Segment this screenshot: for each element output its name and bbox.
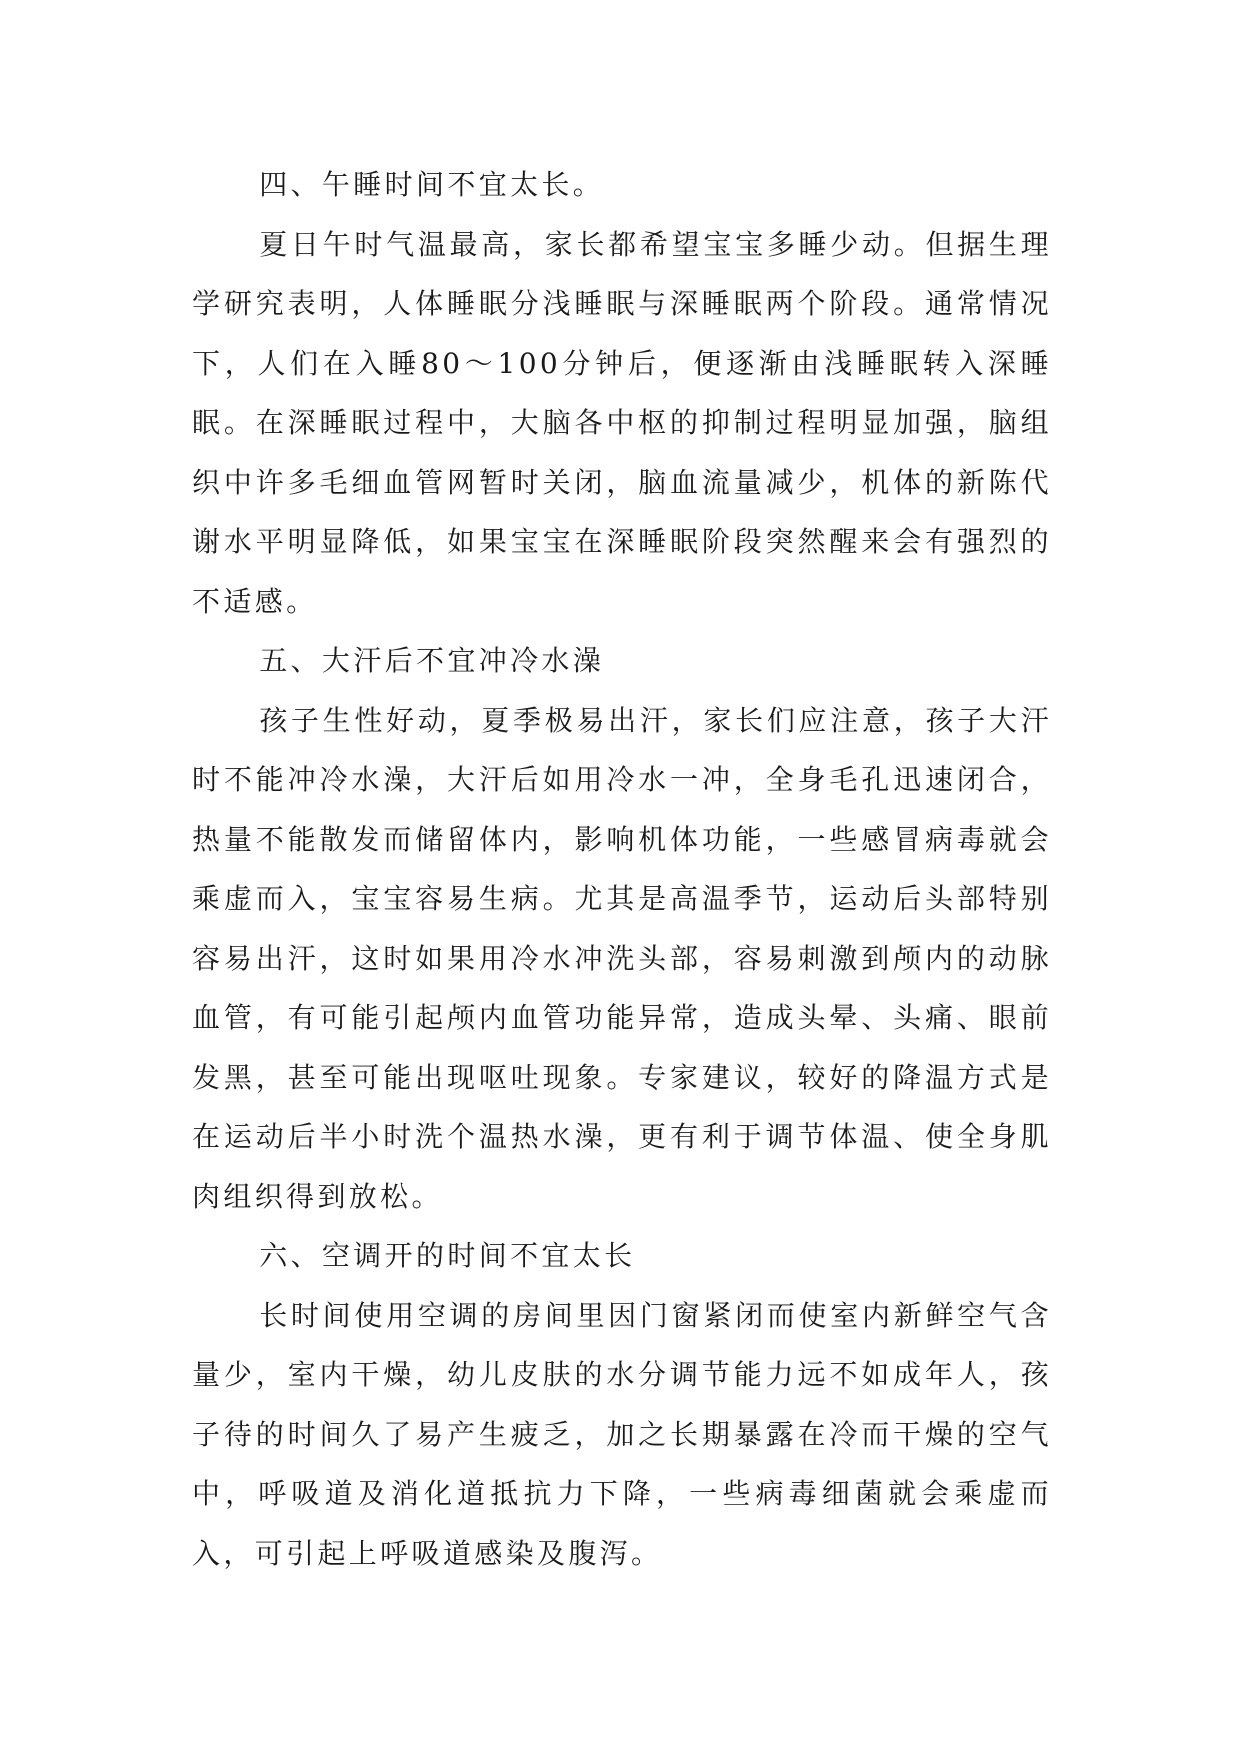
document-page — [192, 155, 1052, 1583]
section-paragraph-cold-shower: 孩子生性好动，夏季极易出汗，家长们应注意，孩子大汗时不能冲冷水澡，大汗后如用冷水一冲，全身毛孔迅速闭合，热量不能散发而储留体内，影响机体功能，一些感冒病毒就会乘虚而入，宝宝容易生病。尤其是高温季节，运动后头部特别容易出汗，这时如果用冷水冲洗头部，容易刺激到颅内的动脉血管，有可能引起颅内血管功能异常，造成头晕、头痛、眼前发黑，甚至可能出现呕吐现象。专家建议，较好的降温方式是在运动后半小时洗个温热水澡，更有利于调节体温、使全身肌肉组织得到放松。 — [192, 703, 1052, 1213]
section-paragraph-air-conditioning: 长时间使用空调的房间里因门窗紧闭而使室内新鲜空气含量少，室内干燥，幼儿皮肤的水分调节能力远不如成年人，孩子待的时间久了易产生疲乏，加之长期暴露在冷而干燥的空气中，呼吸道及消化道抵抗力下降，一些病毒细菌就会乘虚而入，可引起上呼吸道感染及腹泻。 — [192, 1298, 1052, 1570]
section-paragraph-nap: 夏日午时气温最高，家长都希望宝宝多睡少动。但据生理学研究表明，人体睡眠分浅睡眠与深睡眠两个阶段。通常情况下，人们在入睡80～100分钟后，便逐渐由浅睡眠转入深睡眠。在深睡眠过程中，大脑各中枢的抑制过程明显加强，脑组织中许多毛细血管网暂时关闭，脑血流量减少，机体的新陈代谢水平明显降低，如果宝宝在深睡眠阶段突然醒来会有强烈的不适感。 — [192, 227, 1052, 618]
section-heading-cold-shower: 五、大汗后不宜冲冷水澡 — [259, 644, 605, 677]
section-heading-air-conditioning: 六、空调开的时间不宜太长 — [259, 1239, 636, 1272]
section-heading-nap: 四、午睡时间不宜太长。 — [259, 168, 605, 201]
